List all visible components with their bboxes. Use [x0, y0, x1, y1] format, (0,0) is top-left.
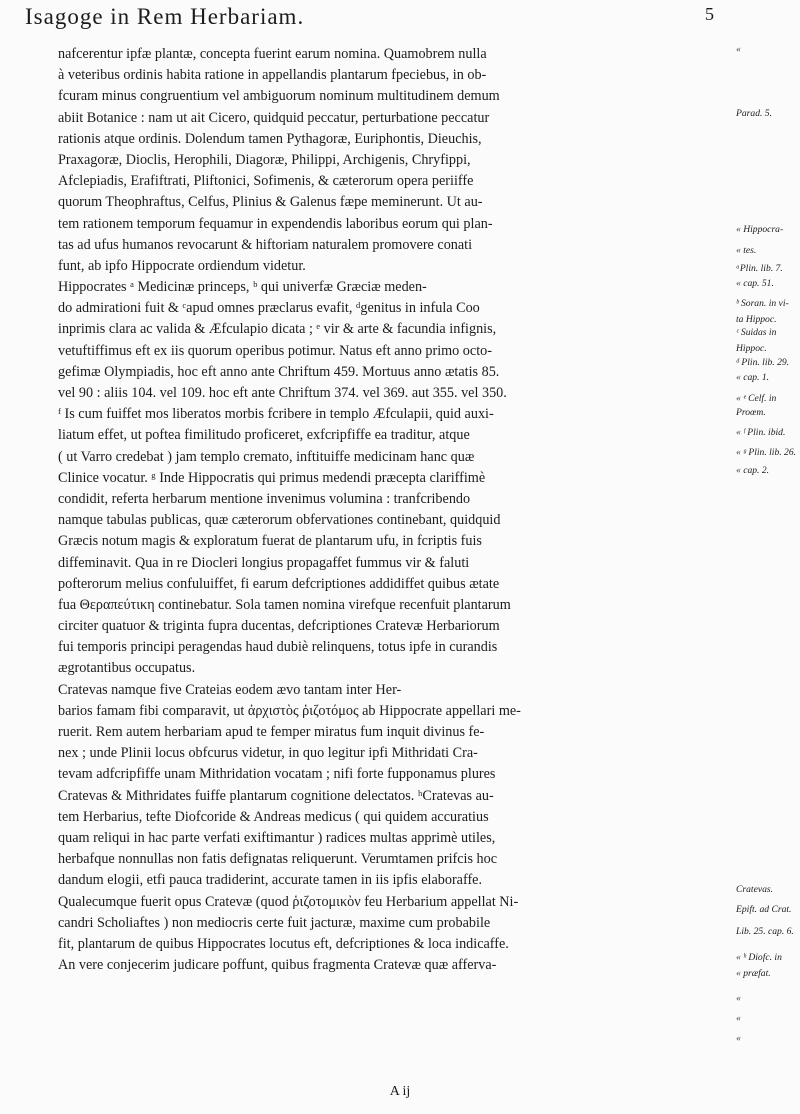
- margin-note: « ᵉ Celf. in: [736, 393, 777, 404]
- text-line: abiit Botanice : nam ut ait Cicero, quidquid peccatur, perturbatione peccatur: [58, 109, 490, 126]
- text-line: tem Herbarius, tefte Diofcoride & Andreas medicus ( qui quidem accuratius: [58, 808, 489, 825]
- signature-mark: A ij: [389, 1084, 411, 1099]
- text-line: Cratevas & Mithridates fuiffe plantarum cognitione delectatos. ʰCratevas au-: [58, 787, 494, 804]
- text-line: ᶠ Is cum fuiffet mos liberatos morbis fcribere in templo Æfculapii, quid auxi-: [58, 406, 494, 423]
- text-line: tevam adfcripfiffe unam Mithridation vocatam ; nifi forte fupponamus plures: [58, 766, 496, 783]
- text-line: liatum effet, ut poftea fimilitudo proficeret, exfcripfiffe ea traditur, atque: [58, 427, 470, 444]
- text-line: dandum elogii, etfi pauca tradiderint, accurate tamen in iis ipfis elaboraffe.: [58, 872, 483, 889]
- margin-note: ᵇ Soran. in vi-: [736, 298, 789, 309]
- margin-note: « tes.: [736, 245, 757, 256]
- text-line: nafcerentur ipfæ plantæ, concepta fuerint earum nomina. Quamobrem nulla: [58, 46, 487, 62]
- text-line: fui temporis principi peragendas haud dubiè relinquens, totus ipfe in curandis: [58, 639, 498, 656]
- text-line: à veteribus ordinis habita ratione in appellandis plantarum fpeciebus, in ob-: [58, 67, 487, 84]
- text-line: Græcis notum magis & exploratum fuerat de plantarum ufu, in fcriptis fuis: [58, 533, 482, 550]
- text-line: ruerit. Rem autem herbariam apud te femper miratus fum inquit divinus fe-: [58, 724, 485, 740]
- margin-note: «: [736, 44, 741, 55]
- text-line: circiter quatuor & triginta fupra ducentas, defcriptiones Cratevæ Herbariorum: [58, 618, 500, 635]
- margin-note: Epift. ad Crat.: [736, 904, 792, 915]
- page-number: 5: [705, 4, 715, 24]
- margin-note: Hippoc.: [736, 343, 767, 354]
- margin-note: « cap. 51.: [736, 278, 774, 289]
- margin-note: « ᵍ Plin. lib. 26.: [736, 447, 797, 458]
- text-line: fit, plantarum de quibus Hippocrates locutus eft, defcriptiones & loca indicaffe.: [58, 935, 509, 952]
- text-line: condidit, referta herbarum mentione invenimus volumina : tranfcribendo: [58, 490, 471, 507]
- margin-note: «: [736, 1013, 741, 1024]
- text-line: barios famam fibi comparavit, ut ἀρχιστὸς ῥιζοτόμος ab Hippocrate appellari me-: [58, 702, 521, 719]
- text-line: Praxagoræ, Dioclis, Herophili, Diagoræ, Philippi, Archigenis, Chryfippi,: [58, 151, 471, 168]
- margin-note: «: [736, 993, 741, 1004]
- text-line: gefimæ Olympiadis, hoc eft anno ante Chriftum 459. Mortuus anno ætatis 85.: [58, 363, 500, 380]
- text-line: herbafque nonnullas non fatis defignatas reliquerunt. Verumtamen prifcis hoc: [58, 851, 498, 868]
- margin-note: « Hippocra-: [736, 224, 784, 235]
- text-line: pofterorum melius confuluiffet, fi earum defcriptiones addidiffet quibus ætate: [58, 575, 500, 592]
- text-line: fua Θεραπεύτικη continebatur. Sola tamen nomina virefque recenfuit plantarum: [58, 596, 511, 613]
- text-line: Clinice vocatur. ᵍ Inde Hippocratis qui primus medendi præcepta clariffimè: [58, 469, 486, 486]
- running-title: Isagoge in Rem Herbariam.: [25, 4, 305, 29]
- text-line: vel 90 : aliis 104. vel 109. hoc eft ante Chriftum 374. vel 369. aut 355. vel 350.: [58, 385, 507, 401]
- text-line: ægrotantibus occupatus.: [58, 660, 196, 677]
- margin-note: ᵈ Plin. lib. 29.: [736, 357, 790, 368]
- text-line: candri Scholiaftes ) non mediocris certe fuit jacturæ, maxime cum probabile: [58, 914, 491, 931]
- text-line: tas ad ufus humanos revocarunt & hiftoriam naturalem promovere conati: [58, 236, 473, 253]
- text-line: quam reliqui in hac parte verfati exiftimantur ) radices multas apprimè utiles,: [58, 829, 496, 846]
- text-line: Qualecumque fuerit opus Cratevæ (quod ῥιζοτομικὸν feu Herbarium appellat Ni-: [58, 893, 519, 910]
- text-line: funt, ab ipfo Hippocrate ordiendum videtur.: [58, 257, 306, 274]
- text-line: do admirationi fuit & ᶜapud omnes præclarus evafit, ᵈgenitus in infula Coo: [58, 300, 480, 317]
- text-line: rationis atque ordinis. Dolendum tamen Pythagoræ, Euriphontis, Dieuchis,: [58, 130, 482, 147]
- text-line: diffeminavit. Qua in re Diocleri longius propagaffet fummus vir & faluti: [58, 554, 470, 571]
- text-line: An vere conjecerim judicare poffunt, quibus fragmenta Cratevæ quæ afferva-: [58, 957, 497, 974]
- text-line: vetuftiffimus eft ex iis quorum operibus potimur. Natus eft anno primo octo-: [58, 342, 492, 359]
- text-line: tem rationem temporum fequamur in expendendis laboribus eorum qui plan-: [58, 215, 493, 232]
- margin-note: « ᶠ Plin. ibid.: [736, 427, 786, 438]
- running-header: [25, 4, 725, 34]
- margin-note: « præfat.: [736, 968, 771, 979]
- margin-note: « cap. 2.: [736, 465, 770, 476]
- margin-note: Parad. 5.: [736, 108, 772, 119]
- margin-note: « cap. 1.: [736, 372, 770, 383]
- text-line: Afclepiadis, Erafiftrati, Pliftonici, Sofimenis, & cæterorum opera periiffe: [58, 173, 474, 190]
- margin-note: Lib. 25. cap. 6.: [736, 926, 794, 937]
- margin-note: Cratevas.: [736, 884, 774, 895]
- margin-note: ᵃPlin. lib. 7.: [736, 263, 783, 274]
- text-line: nex ; unde Plinii locus obfcurus videtur, in quo legitur ipfi Mithridati Cra-: [58, 745, 478, 762]
- text-line: Hippocrates ᵃ Medicinæ princeps, ᵇ qui univerfæ Græciæ meden-: [58, 279, 427, 296]
- text-line: fcuram minus congruentium vel ambiguorum nominum multitudinem demum: [58, 88, 500, 105]
- text-line: Cratevas namque five Crateias eodem ævo tantam inter Her-: [58, 681, 402, 698]
- margin-note: «: [736, 1033, 741, 1044]
- margin-note: Proœm.: [736, 407, 766, 418]
- margin-note: ta Hippoc.: [736, 314, 777, 325]
- margin-note: ᶜ Suidas in: [736, 327, 777, 338]
- text-line: inprimis clara ac valida & Æfculapio dicata ; ᵉ vir & arte & facundia infignis,: [58, 321, 497, 338]
- text-line: ( ut Varro credebat ) jam templo cremato, inftituiffe medicinam hanc quæ: [58, 448, 475, 465]
- text-line: namque tabulas publicas, quæ cæterorum obfervationes continebant, quidquid: [58, 512, 501, 529]
- margin-note: « ʰ Diofc. in: [736, 952, 782, 963]
- text-line: quorum Theophraftus, Celfus, Plinius & Galenus fæpe meminerunt. Ut au-: [58, 194, 483, 211]
- main-text: [58, 44, 726, 976]
